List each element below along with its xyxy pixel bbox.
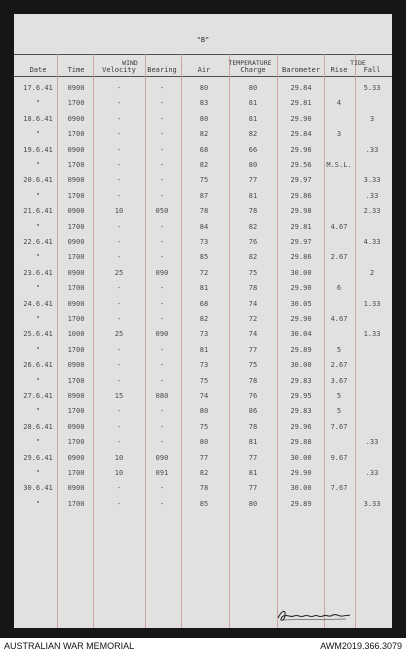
time-cell: 1700: [67, 284, 85, 293]
date-cell: 26.6.41: [23, 361, 53, 370]
bearing-cell: -: [159, 376, 165, 385]
barometer-cell: 29.81: [290, 222, 312, 231]
air-cell: 78: [199, 484, 209, 493]
velocity-cell: 10: [114, 453, 124, 462]
date-cell: 28.6.41: [23, 422, 53, 431]
column-divider: [181, 54, 182, 628]
air-cell: 80: [199, 407, 209, 416]
bearing-cell: -: [159, 161, 165, 169]
date-cell: ": [35, 469, 41, 477]
charge-cell: 80: [248, 499, 258, 508]
date-cell: 18.6.41: [23, 114, 53, 123]
air-column-header: Air: [197, 66, 211, 74]
air-cell: 68: [199, 145, 209, 154]
column-divider: [277, 54, 278, 628]
charge-cell: 80: [248, 84, 258, 92]
charge-cell: 82: [248, 222, 258, 231]
barometer-cell: 30.00: [290, 268, 312, 277]
barometer-cell: 30.00: [290, 453, 312, 462]
barometer-cell: 29.83: [290, 407, 312, 416]
fall-cell: 3: [369, 114, 375, 123]
date-cell: 20.6.41: [23, 176, 53, 185]
date-cell: ": [35, 376, 41, 385]
bearing-cell: 090: [155, 268, 169, 277]
date-cell: ": [35, 222, 41, 231]
velocity-cell: -: [116, 284, 122, 293]
velocity-cell: -: [116, 484, 122, 493]
velocity-cell: -: [116, 407, 122, 416]
time-cell: 1700: [67, 191, 85, 200]
air-cell: 73: [199, 361, 209, 370]
charge-cell: 75: [248, 361, 258, 370]
bearing-column-header: Bearing: [147, 66, 177, 74]
velocity-cell: 25: [114, 268, 124, 277]
barometer-cell: 29.98: [290, 207, 312, 216]
accession-number: AWM2019.366.3079: [320, 641, 402, 651]
column-divider: [93, 54, 94, 628]
charge-cell: 78: [248, 284, 258, 293]
bearing-cell: -: [159, 114, 165, 123]
rise-cell: 5: [336, 345, 342, 354]
date-cell: ": [35, 315, 41, 323]
air-cell: 80: [199, 114, 209, 123]
header-bottom-rule: [14, 76, 392, 77]
air-cell: 78: [199, 207, 209, 216]
velocity-cell: -: [116, 345, 122, 354]
rise-cell: 9.67: [330, 453, 348, 462]
time-cell: 1700: [67, 253, 85, 262]
date-cell: ": [35, 191, 41, 200]
charge-cell: 77: [248, 453, 258, 462]
bearing-cell: 090: [155, 330, 169, 339]
rise-cell: 5: [336, 392, 342, 400]
rise-cell: 6: [336, 284, 342, 293]
fall-cell: .33: [365, 191, 379, 200]
column-divider: [229, 54, 230, 628]
time-cell: 1700: [67, 438, 85, 447]
bearing-cell: -: [159, 315, 165, 323]
air-cell: 80: [199, 84, 209, 92]
air-cell: 85: [199, 499, 209, 508]
date-cell: 30.6.41: [23, 484, 53, 493]
charge-cell: 81: [248, 114, 258, 123]
rise-cell: 7.67: [330, 422, 348, 431]
velocity-cell: -: [116, 315, 122, 323]
date-cell: ": [35, 284, 41, 293]
barometer-cell: 30.00: [290, 361, 312, 370]
fall-column-header: Fall: [363, 66, 381, 74]
charge-cell: 76: [248, 392, 258, 400]
bearing-cell: -: [159, 284, 165, 293]
bearing-cell: -: [159, 238, 165, 246]
bearing-cell: -: [159, 222, 165, 231]
barometer-cell: 29.97: [290, 176, 312, 185]
time-cell: 1000: [67, 330, 85, 339]
charge-cell: 77: [248, 176, 258, 185]
barometer-cell: 29.95: [290, 392, 312, 400]
velocity-cell: -: [116, 84, 122, 92]
date-cell: 21.6.41: [23, 207, 53, 216]
time-cell: 0900: [67, 453, 85, 462]
bearing-cell: 090: [155, 453, 169, 462]
bearing-cell: -: [159, 499, 165, 508]
date-cell: ": [35, 499, 41, 508]
rise-cell: 3.67: [330, 376, 348, 385]
bearing-cell: -: [159, 253, 165, 262]
charge-cell: 74: [248, 330, 258, 339]
velocity-cell: 10: [114, 207, 124, 216]
barometer-cell: 29.84: [290, 130, 312, 139]
bearing-cell: -: [159, 361, 165, 370]
fall-cell: 4.33: [363, 238, 381, 246]
velocity-cell: 25: [114, 330, 124, 339]
date-cell: 23.6.41: [23, 268, 53, 277]
date-cell: ": [35, 161, 41, 169]
rise-cell: 5: [336, 407, 342, 416]
archive-credit: AUSTRALIAN WAR MEMORIAL: [4, 641, 135, 651]
wind-group-header: WIND: [122, 59, 138, 67]
charge-cell: 78: [248, 376, 258, 385]
rise-cell: 4: [336, 99, 342, 108]
charge-cell: 81: [248, 438, 258, 447]
barometer-cell: 29.89: [290, 499, 312, 508]
bearing-cell: -: [159, 422, 165, 431]
barometer-cell: 29.86: [290, 253, 312, 262]
barometer-column-header: Barometer: [282, 66, 320, 74]
barometer-cell: 29.97: [290, 238, 312, 246]
barometer-cell: 29.86: [290, 191, 312, 200]
rise-cell: 2.67: [330, 253, 348, 262]
air-cell: 81: [199, 284, 209, 293]
date-cell: ": [35, 99, 41, 108]
air-cell: 82: [199, 315, 209, 323]
time-cell: 1700: [67, 499, 85, 508]
charge-cell: 80: [248, 161, 258, 169]
barometer-cell: 30.00: [290, 484, 312, 493]
rise-cell: 7.67: [330, 484, 348, 493]
bearing-cell: 080: [155, 392, 169, 400]
date-cell: 27.6.41: [23, 392, 53, 400]
air-cell: 84: [199, 222, 209, 231]
fall-cell: 3.33: [363, 499, 381, 508]
date-cell: ": [35, 130, 41, 139]
date-cell: 22.6.41: [23, 238, 53, 246]
time-cell: 0900: [67, 176, 85, 185]
date-cell: 24.6.41: [23, 299, 53, 308]
date-column-header: Date: [29, 66, 47, 74]
velocity-cell: 15: [114, 392, 124, 400]
charge-cell: 86: [248, 407, 258, 416]
barometer-cell: 29.90: [290, 469, 312, 477]
time-cell: 1700: [67, 222, 85, 231]
column-divider: [324, 54, 325, 628]
charge-cell: 75: [248, 268, 258, 277]
bearing-cell: -: [159, 299, 165, 308]
time-cell: 1700: [67, 99, 85, 108]
barometer-cell: 29.90: [290, 114, 312, 123]
bearing-cell: -: [159, 438, 165, 447]
time-cell: 0900: [67, 238, 85, 246]
time-cell: 1700: [67, 407, 85, 416]
rise-cell: M.S.L.: [326, 161, 352, 169]
time-cell: 1700: [67, 376, 85, 385]
barometer-cell: 29.83: [290, 376, 312, 385]
air-cell: 75: [199, 176, 209, 185]
air-cell: 74: [199, 392, 209, 400]
bearing-cell: -: [159, 99, 165, 108]
bearing-cell: -: [159, 484, 165, 493]
time-cell: 0900: [67, 422, 85, 431]
column-divider: [57, 54, 58, 628]
barometer-cell: 29.84: [290, 84, 312, 92]
bearing-cell: 091: [155, 469, 169, 477]
time-cell: 0900: [67, 484, 85, 493]
sheet-letter: "B": [196, 36, 210, 44]
rise-column-header: Rise: [330, 66, 348, 74]
barometer-cell: 29.90: [290, 315, 312, 323]
barometer-cell: 29.88: [290, 438, 312, 447]
time-column-header: Time: [67, 66, 85, 74]
air-cell: 85: [199, 253, 209, 262]
air-cell: 87: [199, 191, 209, 200]
signature-icon: [276, 606, 352, 624]
velocity-cell: -: [116, 130, 122, 139]
time-cell: 0900: [67, 207, 85, 216]
barometer-cell: 29.56: [290, 161, 312, 169]
air-cell: 82: [199, 130, 209, 139]
charge-cell: 81: [248, 469, 258, 477]
charge-column-header: Charge: [240, 66, 266, 74]
charge-cell: 82: [248, 130, 258, 139]
fall-cell: 1.33: [363, 330, 381, 339]
fall-cell: 5.33: [363, 84, 381, 92]
velocity-cell: -: [116, 145, 122, 154]
barometer-cell: 30.05: [290, 299, 312, 308]
time-cell: 0900: [67, 114, 85, 123]
bearing-cell: 050: [155, 207, 169, 216]
fall-cell: .33: [365, 469, 379, 477]
barometer-cell: 29.90: [290, 284, 312, 293]
temperature-group-header: TEMPERATURE: [228, 59, 272, 67]
air-cell: 81: [199, 345, 209, 354]
date-cell: 19.6.41: [23, 145, 53, 154]
charge-cell: 82: [248, 253, 258, 262]
velocity-cell: 10: [114, 469, 124, 477]
velocity-cell: -: [116, 422, 122, 431]
charge-cell: 78: [248, 422, 258, 431]
column-divider: [355, 54, 356, 628]
fall-cell: .33: [365, 145, 379, 154]
time-cell: 0900: [67, 145, 85, 154]
fall-cell: 2.33: [363, 207, 381, 216]
velocity-cell: -: [116, 238, 122, 246]
time-cell: 1700: [67, 469, 85, 477]
velocity-column-header: Velocity: [102, 66, 136, 74]
velocity-cell: -: [116, 253, 122, 262]
air-cell: 82: [199, 469, 209, 477]
time-cell: 0900: [67, 392, 85, 400]
date-cell: 17.6.41: [23, 84, 53, 92]
air-cell: 75: [199, 422, 209, 431]
rise-cell: 3: [336, 130, 342, 139]
time-cell: 1700: [67, 161, 85, 169]
date-cell: ": [35, 253, 41, 262]
bearing-cell: -: [159, 176, 165, 185]
velocity-cell: -: [116, 161, 122, 169]
bearing-cell: -: [159, 84, 165, 92]
fall-cell: 3.33: [363, 176, 381, 185]
velocity-cell: -: [116, 191, 122, 200]
rise-cell: 2.67: [330, 361, 348, 370]
date-cell: ": [35, 407, 41, 416]
velocity-cell: -: [116, 499, 122, 508]
charge-cell: 74: [248, 299, 258, 308]
time-cell: 1700: [67, 130, 85, 139]
fall-cell: 2: [369, 268, 375, 277]
bearing-cell: -: [159, 345, 165, 354]
air-cell: 83: [199, 99, 209, 108]
rise-cell: 4.67: [330, 315, 348, 323]
bearing-cell: -: [159, 130, 165, 139]
bearing-cell: -: [159, 407, 165, 416]
fall-cell: 1.33: [363, 299, 381, 308]
date-cell: 25.6.41: [23, 330, 53, 339]
bearing-cell: -: [159, 191, 165, 200]
charge-cell: 81: [248, 99, 258, 108]
charge-cell: 77: [248, 345, 258, 354]
air-cell: 80: [199, 438, 209, 447]
velocity-cell: -: [116, 222, 122, 231]
fall-cell: .33: [365, 438, 379, 447]
velocity-cell: -: [116, 299, 122, 308]
charge-cell: 77: [248, 484, 258, 493]
column-divider: [145, 54, 146, 628]
barometer-cell: 30.04: [290, 330, 312, 339]
velocity-cell: -: [116, 438, 122, 447]
air-cell: 77: [199, 453, 209, 462]
charge-cell: 76: [248, 238, 258, 246]
charge-cell: 66: [248, 145, 258, 154]
barometer-cell: 29.96: [290, 145, 312, 154]
bearing-cell: -: [159, 145, 165, 154]
tide-group-header: TIDE: [350, 59, 366, 67]
air-cell: 72: [199, 268, 209, 277]
velocity-cell: -: [116, 376, 122, 385]
velocity-cell: -: [116, 99, 122, 108]
barometer-cell: 29.89: [290, 345, 312, 354]
date-cell: ": [35, 345, 41, 354]
header-top-rule: [14, 54, 392, 55]
charge-cell: 78: [248, 207, 258, 216]
time-cell: 0900: [67, 84, 85, 92]
record-sheet: [14, 14, 392, 628]
velocity-cell: -: [116, 176, 122, 185]
charge-cell: 72: [248, 315, 258, 323]
air-cell: 68: [199, 299, 209, 308]
air-cell: 82: [199, 161, 209, 169]
air-cell: 75: [199, 376, 209, 385]
velocity-cell: -: [116, 361, 122, 370]
air-cell: 73: [199, 238, 209, 246]
velocity-cell: -: [116, 114, 122, 123]
time-cell: 0900: [67, 268, 85, 277]
charge-cell: 81: [248, 191, 258, 200]
date-cell: ": [35, 438, 41, 447]
barometer-cell: 29.96: [290, 422, 312, 431]
time-cell: 1700: [67, 345, 85, 354]
time-cell: 1700: [67, 315, 85, 323]
time-cell: 0900: [67, 299, 85, 308]
air-cell: 73: [199, 330, 209, 339]
rise-cell: 4.67: [330, 222, 348, 231]
barometer-cell: 29.81: [290, 99, 312, 108]
date-cell: 29.6.41: [23, 453, 53, 462]
time-cell: 0900: [67, 361, 85, 370]
